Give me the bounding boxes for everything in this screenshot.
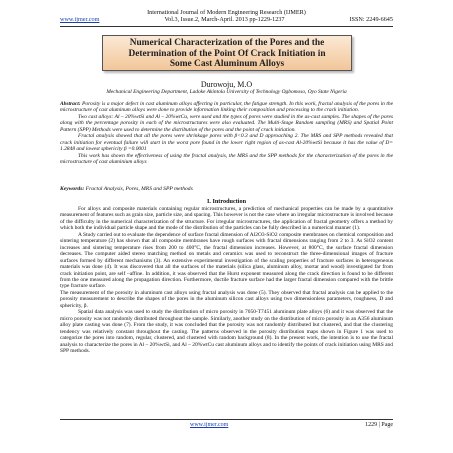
author-affiliation: Mechanical Engineering Department, Ladoke Akintola University of Technology Ogbomoso, Oyo State Nigeria xyxy=(106,89,347,95)
keywords xyxy=(60,186,393,193)
journal-name: International Journal of Modern Engineering Research (IJMER) xyxy=(147,9,306,16)
keywords-label: Keywords: xyxy=(60,186,85,192)
journal-issn: ISSN: 2249-6645 xyxy=(349,16,393,24)
journal-volume: Vol.3, Issue.2, March-April. 2013 pp-1229-1237 xyxy=(164,16,285,24)
title-line-2: Determination of the Point Of Crack Initiation in xyxy=(128,48,326,59)
introduction-body xyxy=(60,206,393,354)
header-divider xyxy=(60,26,393,27)
intro-paragraph-3: The measurement of the porosity in aluminum cast alloys using fractal analysis was done (5). They observed that fractal analysis can be applied to the porosity measurement to describe the shapes of the pores in the aluminum silicon cast alloys using two dimensionless parameters, roughness, D and sphericity, β. xyxy=(60,289,393,309)
abstract-label: Abstract: xyxy=(60,101,81,107)
abstract-paragraph-4: This work has shown the effectiveness of using the fractal analysis, the MRS and the SPP methods for the characterization of the pores in the microstructure of cast aluminium alloys xyxy=(60,152,393,166)
abstract-paragraph-3: Fractal analysis showed that all the pores were shrinkage pores with β<0.3 and D approaching 2. The MRS and SPP methods revealed that crack initiation for eventual failure will start in the worst pore found in the lower right region of as-cast Al-20%wtSi because it has the value of D= 1.2848 and lowest sphericity β =0.0001 xyxy=(60,133,393,153)
footer-website-link[interactable]: www.ijmer.com xyxy=(190,422,229,428)
abstract-paragraph-1: Porosity is a major defect in cast aluminum alloys affecting in particular, the fatigue strength. In this work, fractal analysis of the pores in the microstructure of cast aluminum alloys were done to provide information linking their composition and processing to the crack initiation. xyxy=(60,101,394,114)
abstract-paragraph-2: Two cast alloys: Al – 20%wtSi and Al – 20%wtCu, were used and the types of pores were studied in the as-cast samples. The shapes of the pores along with the percentage porosity in each of the microstructures were also evaluated. The Multi-Stage Random sampling (MRS) and Spatial Point Pattern (SPP) Methods were used to determine the distribution of the pores and the point of crack initiation. xyxy=(60,113,393,133)
abstract xyxy=(60,101,393,166)
paper-title xyxy=(102,35,352,71)
author-name: Durowoju, M.O xyxy=(200,80,253,89)
intro-paragraph-2: A Study carried out to evaluate the dependence of surface fractal dimension of Al2O3-SiO2 composite membranes on chemical composition and sintering temperature (2) has shown that all composite membranes have rough surfaces with fractal dimensions ranging from 2 to 3. As SiO2 content increases and sintering temperature rises from 200 to 400°C, the fractal dimension increases. However, at 800°C, the surface fractal dimension decreases. The computer aided stereo matching method on metals and ceramics was used to reconstruct the three-dimensional images of fracture surfaces formed by different mechanisms (3). An extensive experimental investigation of the scaling properties of fracture surfaces in heterogeneous materials was done (4). It was discovered that all the surfaces of the materials (silica glass, aluminum alloy, mortar and wood) investigated far from crack initiation point, are self –affine. In addition, it was observed that the Hurst exponent measured along the crack direction is found to be different from the one measured along the propagation direction. Furthermore, ductile fracture surface had the larger fractal dimension compared with the brittle type fracture surface. xyxy=(60,231,393,290)
title-line-1: Numerical Characterization of the Pores and the xyxy=(129,38,325,48)
intro-paragraph-1: For alloys and composite materials containing regular microstructures, a prediction of mechanical properties can be made by a quantitative measurement of features such as grain size, particle size, and spacing. This however is not the case where an irregular microstructure is involved because of the difficulty in the numerical characterization of the structure. For irregular microstructures, the application of fractal geometry offers a method by which both the individual particle shape and the mode of the distribution of the particles can be fully described in a numerical manner (1). xyxy=(60,206,393,232)
journal-website-link[interactable]: www.ijmer.com xyxy=(60,16,100,24)
intro-paragraph-4: Spatial data analysis was used to study the distribution of micro porosity in 7050-T7451 aluminum plate alloys (6) and it was observed that the micro porosity was not randomly distributed throughout the sample. Similarly, another study on the distribution of micro porosity in an A356 aluminum alloy plate casting was done (7). From the study, it was concluded that the porosity was not randomly distributed but clustered, and that the clustering tendency was relatively constant throughout the casting. The patterns observed in the porosity distribution maps shown in Figure 1 was used to categorize the pores into random, regular, clustered, and clustered with random background (8). In the present work, the intention is to use the fractal analysis to characterize the pores in Al – 20%wtSi, and Al – 20%wtCu cast aluminum alloys and to identify the points of crack initiation using MRS and SPP methods. xyxy=(60,309,393,354)
title-line-3: Some Cast Aluminum Alloys xyxy=(169,59,285,70)
page-number: 1229 | Page xyxy=(365,422,393,428)
keywords-text: Fractal Analysis, Pores, MRS and SPP methods xyxy=(85,186,193,192)
footer-divider xyxy=(60,419,393,420)
journal-header xyxy=(60,9,393,24)
section-heading-introduction: I. Introduction xyxy=(206,198,247,205)
